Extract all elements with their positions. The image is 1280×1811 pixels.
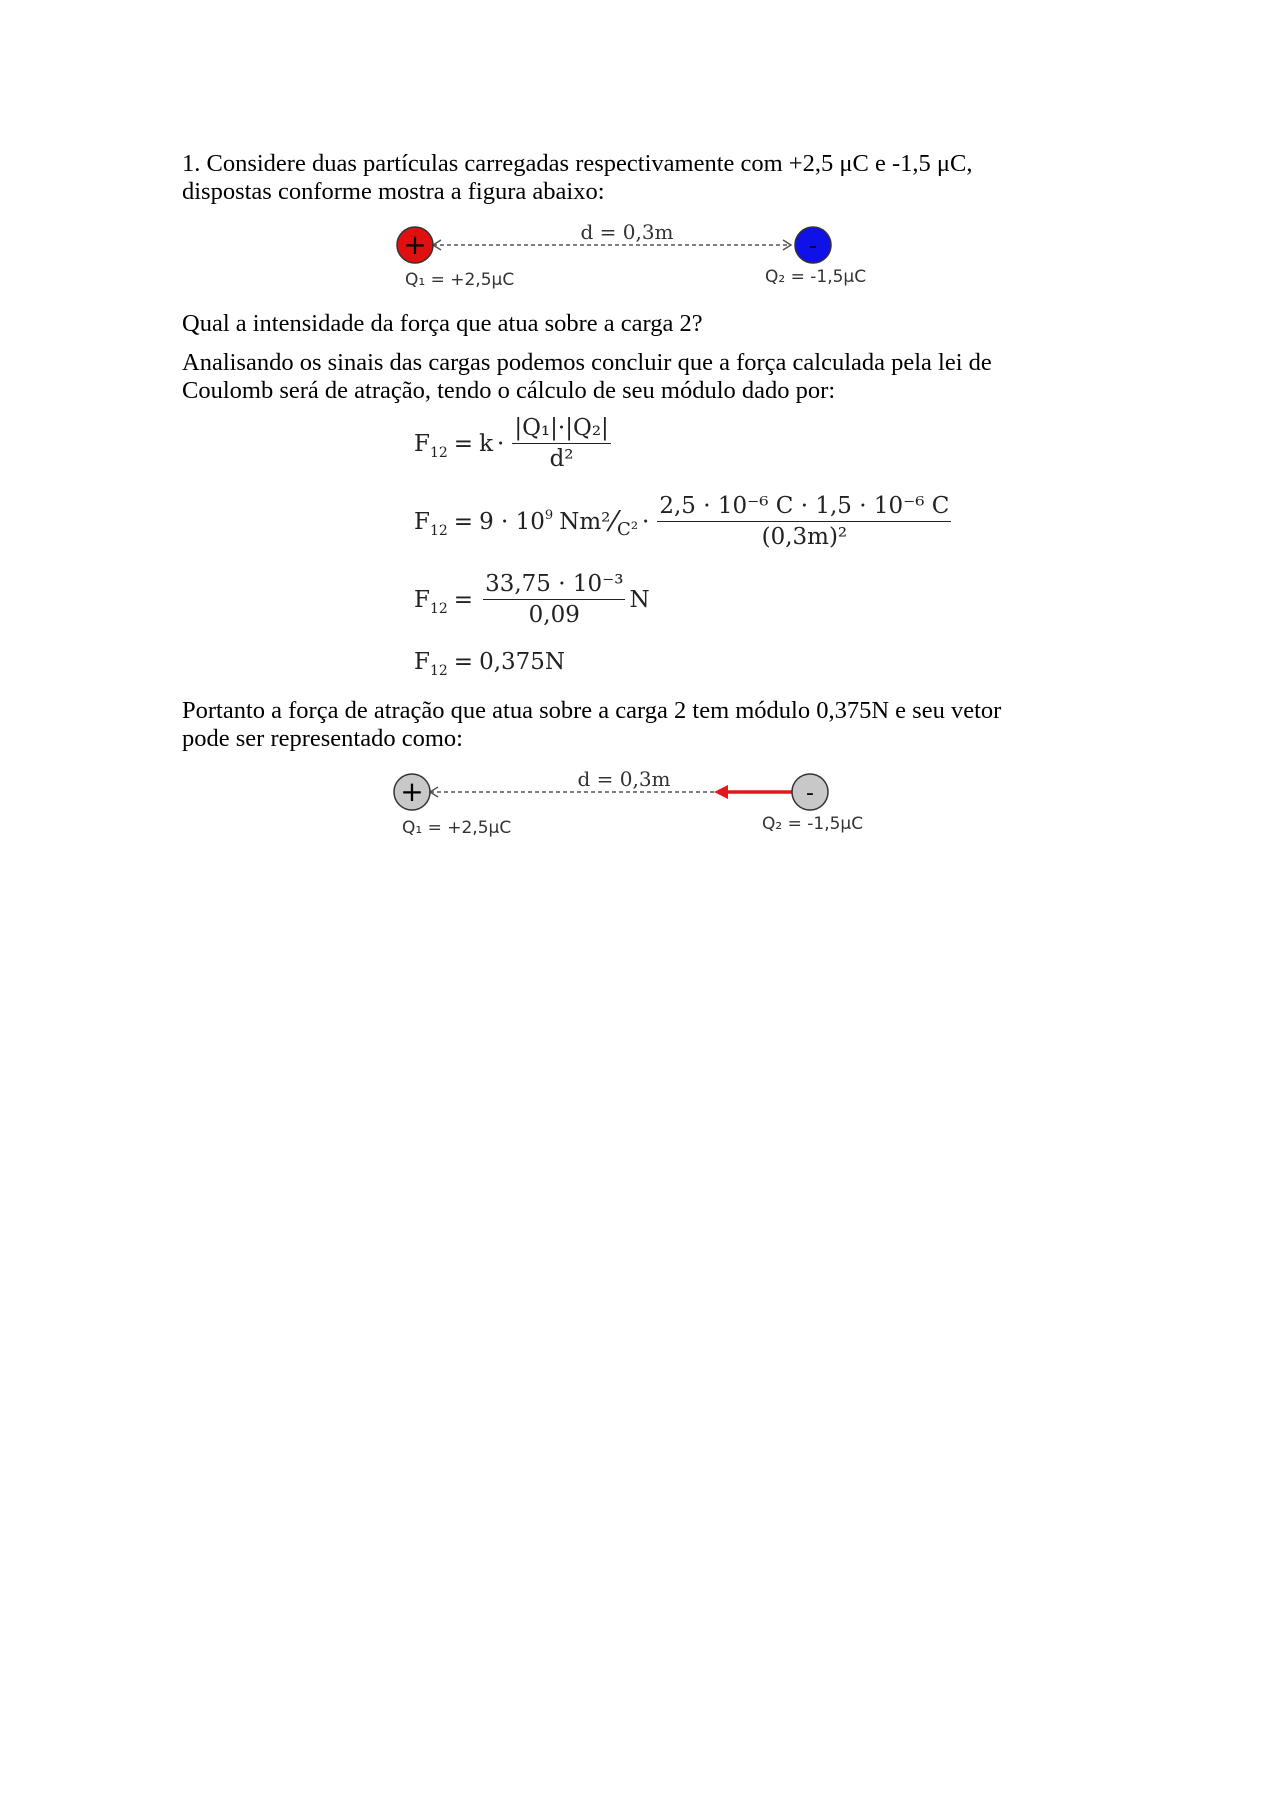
equation-2: F 12 = 9 · 10 9 Nm² ⁄ C² · $\frac{\text{2,5 · 10⁻⁶ C · 1,5 · 10⁻⁶ C}}{\text{(0,3m)²}}$ [414, 493, 950, 550]
force-subscript: 12 [429, 444, 448, 461]
q2-label: Q₂ = -1,5μC [765, 267, 867, 287]
conclusion-line-1: Portanto a força de atração que atua sobre a carga 2 tem módulo 0,375N e seu vetor [182, 697, 1002, 724]
q1-label: Q₁ = +2,5μC [405, 270, 515, 290]
analysis-line-2: Coulomb será de atração, tendo o cálculo de seu módulo dado por: [182, 377, 836, 404]
minus-sign: - [809, 234, 817, 259]
force-symbol: F [414, 508, 430, 535]
force-symbol: F [414, 586, 430, 613]
fraction-3-denominator: 0,09 [528, 602, 580, 628]
coulomb-constant: k [479, 430, 494, 457]
q1-label: Q₁ = +2,5μC [402, 818, 512, 838]
fraction-1-numerator: |Q₁|·|Q₂| [512, 415, 610, 444]
fraction-1 [512, 415, 610, 472]
equals-sign: = [453, 430, 474, 457]
charges-figure-1 [395, 222, 895, 297]
conclusion-line-2: pode ser representado como: [182, 725, 463, 752]
force-subscript: 12 [429, 600, 448, 617]
charges-figure-2 [392, 768, 892, 843]
plus-sign: + [403, 228, 427, 261]
equals-sign: = [453, 649, 474, 675]
fraction-3 [483, 571, 625, 628]
constant-value: 9 · 10 [479, 508, 545, 535]
force-symbol: F [414, 430, 430, 457]
coulomb-equations [414, 415, 950, 685]
prompt-paragraph [182, 310, 1082, 338]
distance-label: d = 0,3m [580, 222, 674, 244]
force-symbol: F [414, 649, 430, 675]
unit-numerator: Nm² [559, 508, 611, 535]
equation-3 [414, 571, 650, 628]
fraction-1-denominator: d² [549, 446, 574, 472]
analysis-paragraph [182, 349, 1082, 405]
question-line-2: dispostas conforme mostra a figura abaixo: [182, 178, 605, 205]
question-line-1: 1. Considere duas partículas carregadas respectivamente com +2,5 μC e -1,5 μC, [182, 150, 973, 177]
conclusion-paragraph [182, 697, 1082, 753]
force-subscript: 12 [429, 663, 448, 679]
equation-4 [414, 649, 566, 679]
fraction-2-denominator: (0,3m)² [761, 524, 848, 550]
constant-exponent: 9 [544, 507, 554, 523]
force-result: 0,375N [479, 649, 566, 675]
analysis-line-1: Analisando os sinais das cargas podemos concluir que a força calculada pela lei de [182, 349, 992, 376]
force-subscript: 12 [429, 522, 448, 539]
fraction-3-numerator: 33,75 · 10⁻³ [483, 571, 625, 600]
unit-denominator: C² [617, 519, 639, 540]
fraction-2 [657, 493, 951, 550]
q2-label: Q₂ = -1,5μC [762, 814, 864, 834]
fraction-2-numerator: 2,5 · 10⁻⁶ C · 1,5 · 10⁻⁶ C [657, 493, 951, 522]
plus-sign: + [400, 775, 424, 808]
force-arrowhead-icon [714, 785, 728, 799]
minus-sign: - [806, 781, 814, 806]
equation-1: F 12 = k · $\frac{\text{|Q₁|·|Q₂|}}{\text{d²}}$ [414, 415, 609, 472]
newton-unit: N [629, 586, 650, 613]
prompt-line-1: Qual a intensidade da força que atua sobre a carga 2? [182, 310, 703, 337]
equals-sign: = [453, 508, 474, 535]
distance-label: d = 0,3m [577, 768, 671, 791]
equals-sign: = [453, 586, 474, 613]
question-paragraph [182, 150, 1082, 206]
